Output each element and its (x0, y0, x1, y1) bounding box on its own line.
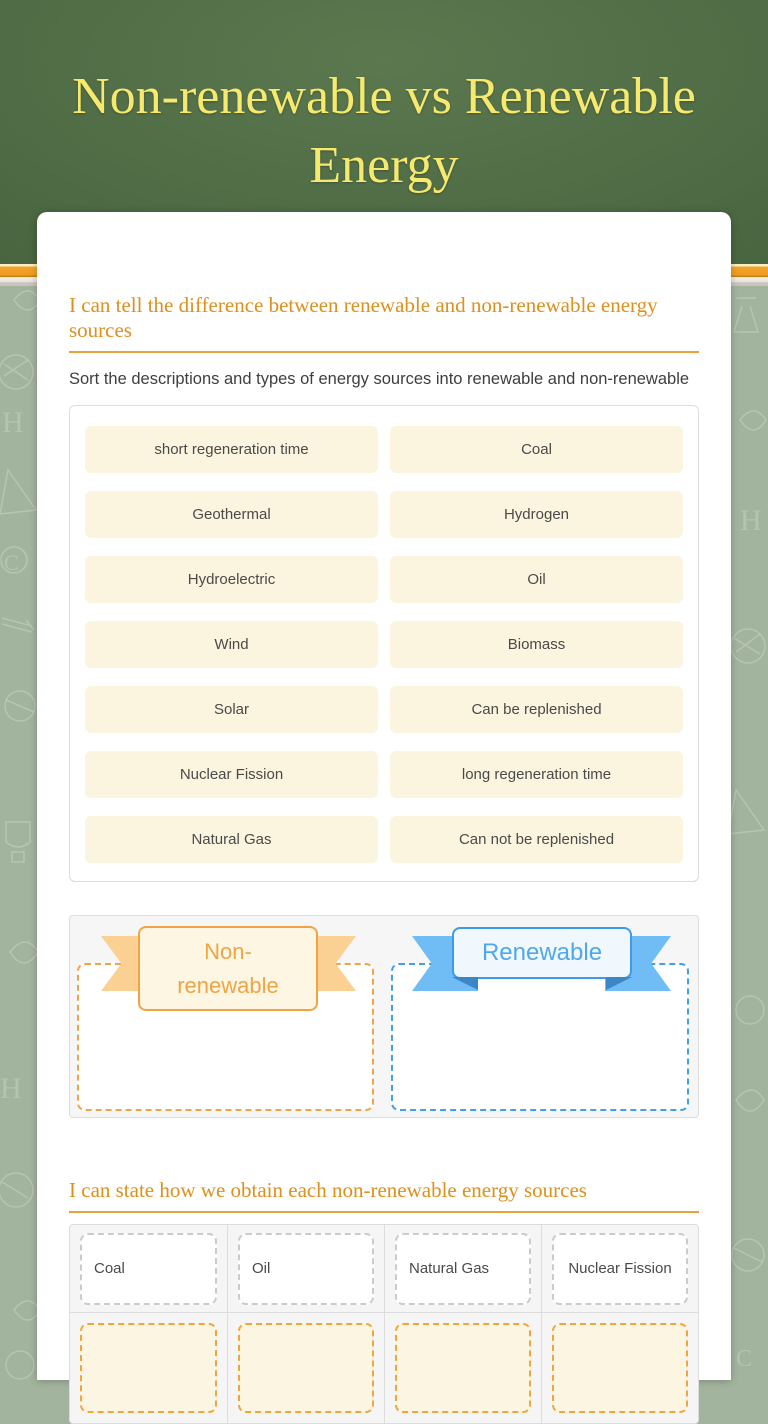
svg-text:C: C (4, 550, 19, 575)
word-tile[interactable]: Geothermal (85, 491, 378, 538)
ribbon-label-non-renewable: Non-renewable (138, 926, 318, 1011)
word-tile[interactable]: Coal (390, 426, 683, 473)
word-tile[interactable]: short regeneration time (85, 426, 378, 473)
table-answer-cell (385, 1313, 541, 1423)
word-tile[interactable]: Biomass (390, 621, 683, 668)
answer-drop-box-nuclear-fission[interactable] (552, 1323, 688, 1413)
word-tile[interactable]: long regeneration time (390, 751, 683, 798)
word-tile[interactable]: Nuclear Fission (85, 751, 378, 798)
svg-text:H: H (740, 504, 762, 537)
sort-instruction: Sort the descriptions and types of energy sources into renewable and non-renewable (69, 370, 690, 388)
table-answer-cell (542, 1313, 698, 1423)
table-answer-cell (70, 1313, 227, 1423)
table-label-cell (385, 1225, 541, 1313)
table-column-coal (70, 1225, 227, 1423)
ribbon-label-renewable (452, 927, 632, 979)
table-column-nuclear-fission (541, 1225, 698, 1423)
ribbon-label-text: Renewable (481, 939, 603, 966)
worksheet-card (37, 212, 731, 1380)
word-tile[interactable]: Oil (390, 556, 683, 603)
word-tile[interactable]: Natural Gas (85, 816, 378, 863)
table-column-natural-gas (384, 1225, 541, 1423)
word-tile[interactable]: Can be replenished (390, 686, 683, 733)
answer-drop-box-natural-gas[interactable] (395, 1323, 531, 1413)
obtain-table (69, 1224, 699, 1424)
word-bank (69, 405, 699, 882)
word-tile[interactable]: Wind (85, 621, 378, 668)
word-tile[interactable]: Solar (85, 686, 378, 733)
answer-drop-box-coal[interactable] (80, 1323, 217, 1413)
sort-section-heading: I can tell the difference between renewable and non-renewable energy sources (69, 293, 699, 353)
column-label-nuclear-fission: Nuclear Fission (552, 1233, 688, 1305)
svg-text:H: H (0, 1072, 22, 1105)
column-label-coal: Coal (80, 1233, 217, 1305)
table-column-oil (227, 1225, 384, 1423)
column-label-oil: Oil (238, 1233, 374, 1305)
worksheet-title: Non-renewable vs Renewable Energy (72, 68, 696, 194)
word-tile[interactable]: Hydrogen (390, 491, 683, 538)
column-label-natural-gas: Natural Gas (395, 1233, 531, 1305)
table-answer-cell (228, 1313, 384, 1423)
obtain-section-heading: I can state how we obtain each non-renewable energy sources (69, 1178, 699, 1213)
table-label-cell (542, 1225, 698, 1313)
svg-text:C: C (736, 1346, 753, 1372)
answer-drop-box-oil[interactable] (238, 1323, 374, 1413)
sort-area (69, 915, 699, 1118)
table-label-cell (228, 1225, 384, 1313)
word-tile[interactable]: Can not be replenished (390, 816, 683, 863)
svg-text:H: H (2, 406, 24, 439)
word-tile[interactable]: Hydroelectric (85, 556, 378, 603)
table-label-cell (70, 1225, 227, 1313)
